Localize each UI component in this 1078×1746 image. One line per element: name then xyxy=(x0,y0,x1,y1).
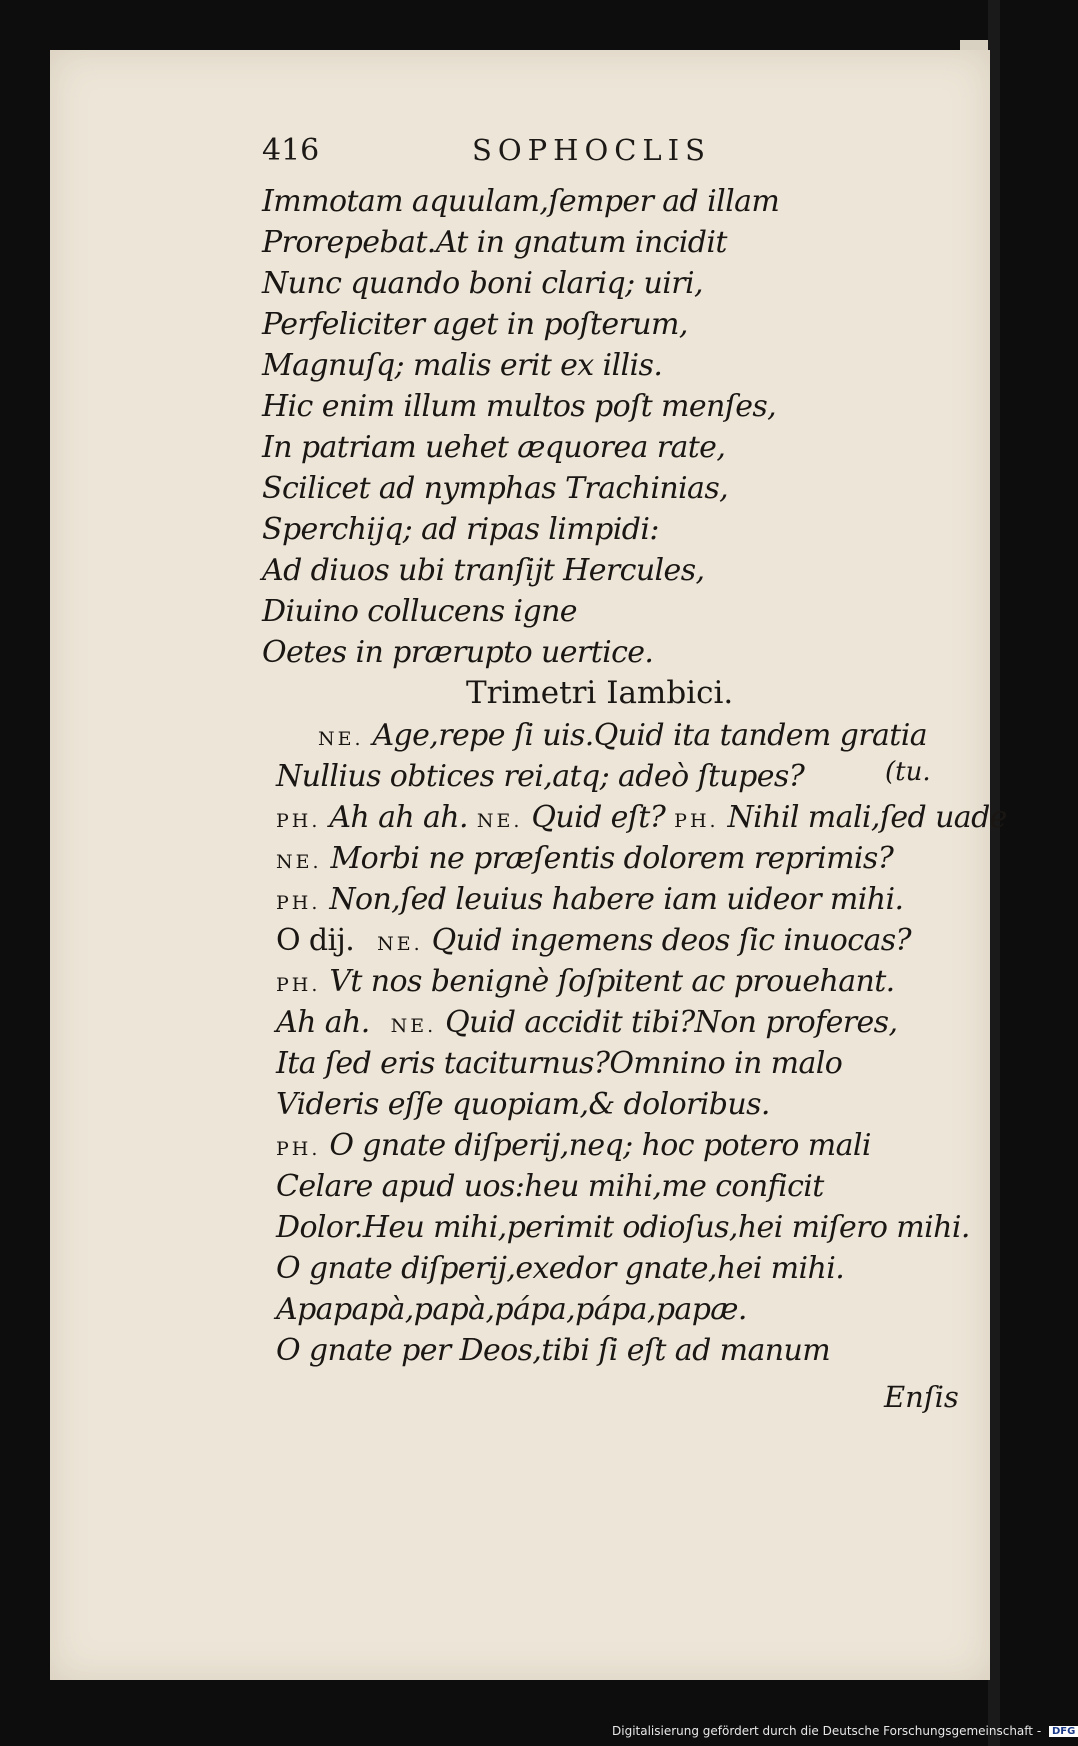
dialogue-text: Quid ingemens deos ſic inuocas? xyxy=(431,923,912,958)
turnover-note: (tu. xyxy=(885,757,931,787)
page-header xyxy=(262,133,742,179)
dialogue-text: O gnate diſperij,neq; hoc potero mali xyxy=(329,1128,871,1163)
dialogue-text: Non,ſed leuius habere iam uideor mihi. xyxy=(329,882,904,917)
speaker-label: PH. xyxy=(674,810,719,832)
dialogue-text: Dolor.Heu mihi,perimit odioſus,hei miſero mihi. xyxy=(276,1210,970,1245)
verse-line: Diuino collucens igne xyxy=(262,594,577,629)
dialogue-line xyxy=(276,759,804,794)
dialogue-text: Quid accidit tibi?Non proferes, xyxy=(445,1005,898,1040)
speaker-label: PH. xyxy=(276,810,321,832)
verse-line: Ad diuos ubi tranſijt Hercules, xyxy=(262,553,705,588)
speaker-label: PH. xyxy=(276,1138,321,1160)
dialogue-text: Apapapà,papà,pápa,pápa,papæ. xyxy=(276,1292,747,1327)
verse-line: Scilicet ad nymphas Trachinias, xyxy=(262,471,729,506)
dialogue-text: Vt nos benignè ſoſpitent ac prouehant. xyxy=(329,964,895,999)
speaker-label: NE. xyxy=(390,1015,437,1037)
speaker-label: NE. xyxy=(377,933,423,955)
speaker-label: NE. xyxy=(276,851,322,873)
verse-line: Nunc quando boni clariq; uiri, xyxy=(262,266,703,301)
verse-line: Sperchijq; ad ripas limpidi: xyxy=(262,512,659,547)
dialogue-text: Ah ah ah. xyxy=(329,800,468,835)
dialogue-text: O gnate per Deos,tibi ſi eſt ad manum xyxy=(276,1333,831,1368)
verse-line: Hic enim illum multos poſt menſes, xyxy=(262,389,777,424)
credit-text: Digitalisierung gefördert durch die Deutsche Forschungsgemeinschaft - xyxy=(612,1724,1042,1738)
running-title: SOPHOCLIS xyxy=(472,133,711,167)
dialogue-line xyxy=(276,882,903,917)
dialogue-line xyxy=(276,1087,770,1122)
dialogue-line xyxy=(276,1046,842,1081)
dialogue-line xyxy=(276,841,893,876)
verse-line: In patriam uehet æquorea rate, xyxy=(262,430,726,465)
dialogue-line xyxy=(276,923,911,958)
verse-line: Prorepebat.At in gnatum incidit xyxy=(262,225,727,260)
dialogue-text: Ita ſed eris taciturnus?Omnino in malo xyxy=(276,1046,843,1081)
catchword: Enſis xyxy=(884,1380,959,1414)
dialogue-line xyxy=(318,718,927,753)
dialogue-text: Celare apud uos:heu mihi,me conficit xyxy=(276,1169,824,1204)
dialogue-line xyxy=(276,1169,824,1204)
verse-line: Perfeliciter aget in poſterum, xyxy=(262,307,688,342)
section-heading: Trimetri Iambici. xyxy=(466,675,734,711)
speaker-label: NE. xyxy=(318,728,364,750)
dialogue-line xyxy=(276,1005,897,1040)
digitization-credit xyxy=(612,1724,1078,1744)
speaker-label: PH. xyxy=(276,892,321,914)
dialogue-text: Videris eſſe quopiam,& doloribus. xyxy=(276,1087,770,1122)
page-number: 416 xyxy=(262,133,320,168)
verse-line: Magnuſq; malis erit ex illis. xyxy=(262,348,663,383)
dialogue-line xyxy=(276,1128,871,1163)
dialogue-line xyxy=(276,964,895,999)
dialogue-text: Age,repe ſi uis.Quid ita tandem gratia xyxy=(372,718,928,753)
speaker-label: NE. xyxy=(476,810,523,832)
dialogue-text: Morbi ne præſentis dolorem reprimis? xyxy=(330,841,894,876)
verse-line: Immotam aquulam,ſemper ad illam xyxy=(262,184,780,219)
speaker-label: PH. xyxy=(276,974,321,996)
verse-line: Oetes in prærupto uertice. xyxy=(262,635,654,670)
dialogue-line xyxy=(276,1292,747,1327)
dialogue-text: Nihil mali,ſed uade xyxy=(727,800,1007,835)
dialogue-line xyxy=(276,1333,830,1368)
dialogue-line xyxy=(276,1251,844,1286)
dialogue-text: Nullius obtices rei,atq; adeò ſtupes? xyxy=(276,759,805,794)
dialogue-text: Ah ah. xyxy=(276,1005,370,1040)
dialogue-line xyxy=(276,800,1007,835)
dialogue-text: O gnate diſperij,exedor gnate,hei mihi. xyxy=(276,1251,845,1286)
dfg-logo: DFG xyxy=(1049,1726,1078,1737)
dialogue-text: O dij. xyxy=(276,923,355,958)
dialogue-text: Quid eſt? xyxy=(531,800,666,835)
dialogue-line xyxy=(276,1210,970,1245)
